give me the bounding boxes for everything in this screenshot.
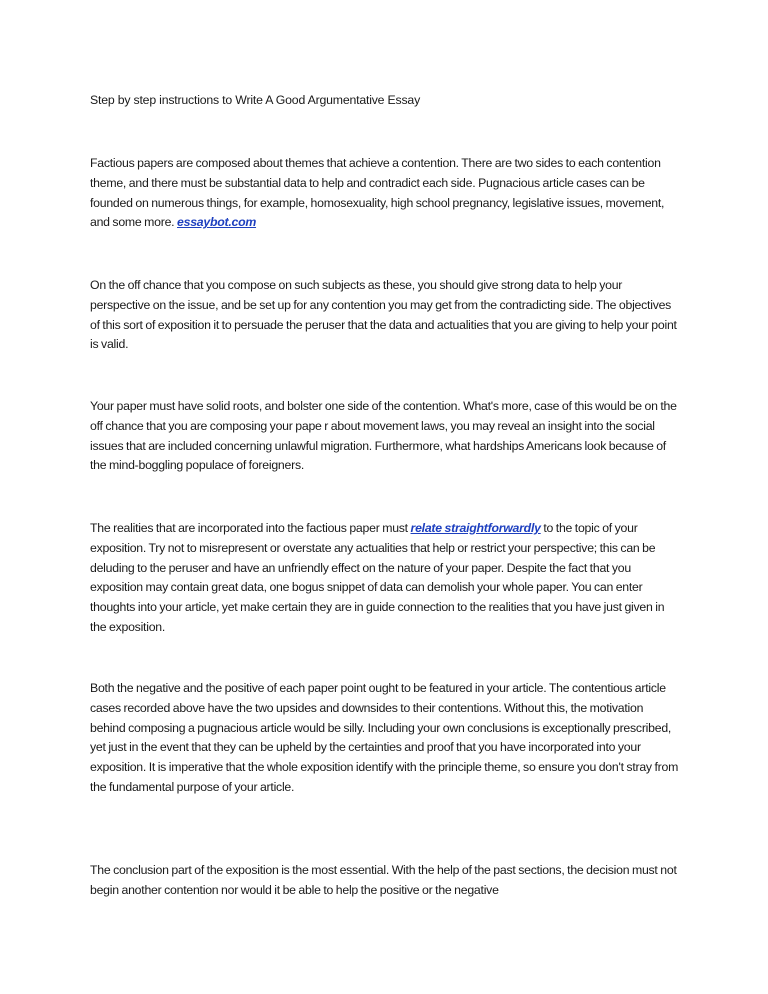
paragraph-4 xyxy=(90,519,680,638)
paragraph-3: Your paper must have solid roots, and bolster one side of the contention. What's more, case of this would be on the off chance that you are composing your pape r about movement laws, you may reveal an insight into the social issues that are included concerning unlawful migration. Furthermore, what hardships Americans look because of the mind-boggling populace of foreigners. xyxy=(90,399,677,473)
paragraph-4-text-after: to the topic of your exposition. Try not to misrepresent or overstate any actualities that help or restrict your perspective; this can be deluding to the peruser and have an unfriendly effect on the nature of your paper. Despite the fact that you exposition may contain great data, one bogus snippet of data can demolish your whole paper. You can enter thoughts into your article, yet make certain they are in guide connection to the realities that you have just given in the exposition. xyxy=(90,521,665,634)
paragraph-5: Both the negative and the positive of each paper point ought to be featured in your article. The contentious article cases recorded above have the two upsides and downsides to their contentions. Without this, the motivation behind composing a pugnacious article would be silly. Including your own conclusions is exceptionally prescribed, yet just in the event that they can be upheld by the certainties and proof that you have incorporated into your exposition. It is imperative that the whole exposition identify with the principle theme, so ensure you don't stray from the fundamental purpose of your article. xyxy=(90,681,679,794)
paragraph-2: On the off chance that you compose on such subjects as these, you should give strong data to help your perspective on the issue, and be set up for any contention you may get from the contradicting side. The objectives of this sort of exposition it to persuade the peruser that the data and actualities that you are giving to help your point is valid. xyxy=(90,278,677,352)
relate-straightforwardly-link[interactable]: relate straightforwardly xyxy=(410,521,541,535)
paragraph-6: The conclusion part of the exposition is the most essential. With the help of the past sections, the decision must not begin another contention nor would it be able to help the positive or the negative xyxy=(90,863,677,897)
paragraph-1-text: Factious papers are composed about themes that achieve a contention. There are two sides to each contention theme, and there must be substantial data to help and contradict each side. Pugnacious article cases can be founded on numerous things, for example, homosexuality, high school pregnancy, legislative issues, movement, and some more. xyxy=(90,156,665,230)
document-title: Step by step instructions to Write A Good Argumentative Essay xyxy=(90,93,421,107)
essaybot-link[interactable]: essaybot.com xyxy=(177,215,257,230)
paragraph-1 xyxy=(90,154,680,233)
paragraph-4-text: The realities that are incorporated into the factious paper must xyxy=(90,521,411,535)
